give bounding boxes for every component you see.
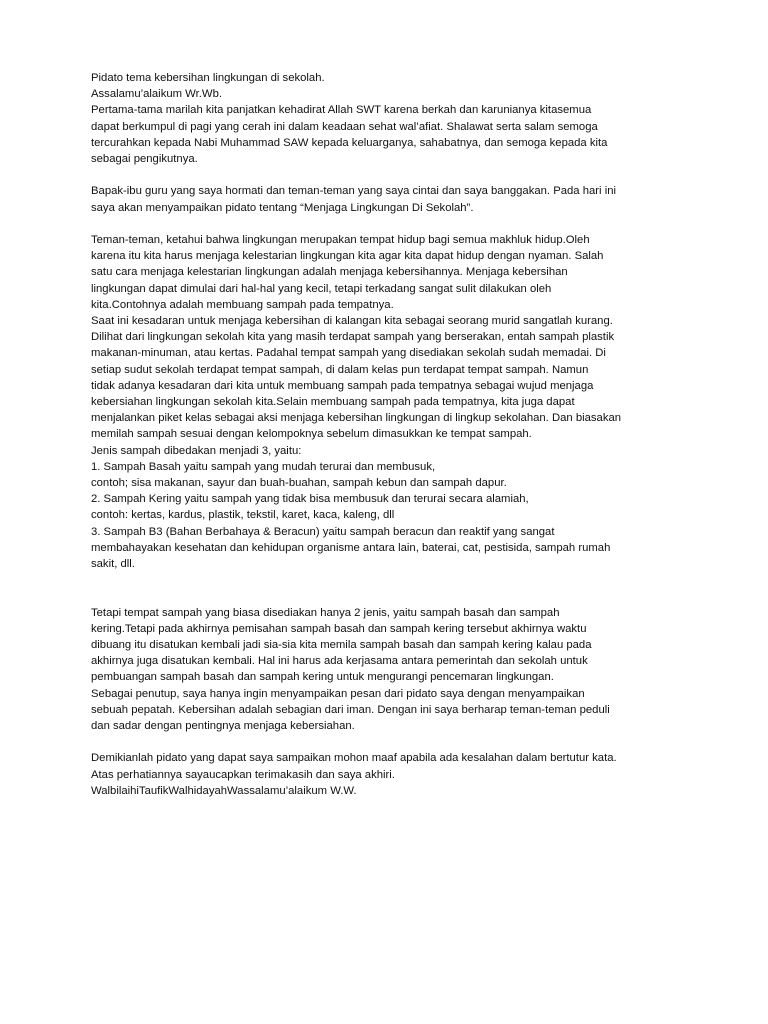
paragraph-line: dan sadar dengan pentingnya menjaga kebersiahan. (91, 720, 355, 733)
document-title: Pidato tema kebersihan lingkungan di sekolah. (91, 72, 325, 84)
paragraph-line: kebersiahan lingkungan sekolah kita.Selain membuang sampah pada tempatnya, kita juga dapat (91, 396, 575, 409)
list-item-line: 1. Sampah Basah yaitu sampah yang mudah terurai dan membusuk, (91, 460, 436, 473)
paragraph-address (91, 183, 691, 215)
list-item-line: contoh; sisa makanan, sayur dan buah-buahan, sampah kebun dan sampah dapur. (91, 477, 507, 490)
paragraph-line: saya akan menyampaikan pidato tentang “Menjaga Lingkungan Di Sekolah”. (91, 201, 474, 214)
greeting-line: Assalamu’alaikum Wr.Wb. (91, 88, 222, 101)
paragraph-line: akhirnya juga disatukan kembali. Hal ini harus ada kerjasama antara pemerintah dan sekolah untuk (91, 655, 588, 668)
paragraph-line: Sebagai penutup, saya hanya ingin menyampaikan pesan dari pidato saya dengan menyampaikan (91, 687, 585, 700)
paragraph-line: Demikianlah pidato yang dapat saya sampaikan mohon maaf apabila ada kesalahan dalam bertutur kata. (91, 752, 617, 765)
paragraph-line: Pertama-tama marilah kita panjatkan kehadirat Allah SWT karena berkah dan karunianya kitasemua (91, 104, 592, 117)
paragraph-opening (91, 102, 691, 167)
paragraph-farewell (91, 750, 691, 799)
paragraph-spacer (91, 216, 691, 232)
paragraph-main-body (91, 232, 691, 572)
paragraph-line: Teman-teman, ketahui bahwa lingkungan merupakan tempat hidup bagi semua makhluk hidup.Oleh (91, 234, 590, 246)
paragraph-line: kering.Tetapi pada akhirnya pemisahan sampah basah dan sampah kering tersebut akhirnya waktu (91, 622, 587, 635)
list-item-line: 2. Sampah Kering yaitu sampah yang tidak bisa membusuk dan terurai secara alamiah, (91, 493, 529, 506)
paragraph-line: lingkungan dapat dimulai dari hal-hal yang kecil, tetapi terkadang sangat sulit dilakukan oleh (91, 282, 552, 295)
paragraph-line: setiap sudut sekolah terdapat tempat sampah, di dalam kelas pun terdapat tempat sampah. Namun (91, 363, 589, 376)
list-item-line: membahayakan kesehatan dan kehidupan organisme antara lain, baterai, cat, pestisida, sampah rumah (91, 541, 611, 554)
paragraph-spacer (91, 734, 691, 750)
paragraph-line: memilah sampah sesuai dengan kelompoknya sebelum dimasukkan ke tempat sampah. (91, 428, 532, 441)
paragraph-line: sebuah pepatah. Kebersihan adalah sebagian dari iman. Dengan ini saya berharap teman-teman peduli (91, 703, 610, 716)
list-item-line: contoh: kertas, kardus, plastik, tekstil, karet, kaca, kaleng, dll (91, 509, 395, 522)
list-item-line: sakit, dll. (91, 558, 135, 571)
paragraph-spacer (91, 167, 691, 183)
paragraph-line: menjalankan piket kelas sebagai aksi menjaga kebersihan lingkungan di lingkup sekolahan. Dan biasakan (91, 412, 622, 425)
paragraph-line: Saat ini kesadaran untuk menjaga kebersihan di kalangan kita sebagai seorang murid sangatlah kurang. (91, 315, 613, 328)
paragraph-line: makanan-minuman, atau kertas. Padahal tempat sampah yang disediakan sekolah sudah memadai. Di (91, 347, 606, 360)
paragraph-line: dibuang itu disatukan kembali jadi sia-sia kita memila sampah basah dan sampah kering kalau pada (91, 639, 592, 652)
paragraph-closing-body (91, 605, 691, 735)
paragraph-line: pembuangan sampah basah dan sampah kering untuk mengurangi pencemaran lingkungan. (91, 671, 554, 684)
paragraph-line: tidak adanya kesadaran dari kita untuk membuang sampah pada tempatnya sebagai wujud menjaga (91, 379, 594, 392)
paragraph-spacer (91, 572, 691, 604)
paragraph-line: Jenis sampah dibedakan menjadi 3, yaitu: (91, 444, 302, 457)
paragraph-line: Bapak-ibu guru yang saya hormati dan teman-teman yang saya cintai dan saya banggakan. Pada hari ini (91, 185, 617, 198)
paragraph-line: Atas perhatiannya sayaucapkan terimakasih dan saya akhiri. (91, 768, 395, 781)
paragraph-line: karena itu kita harus menjaga kelestarian lingkungan kita agar kita dapat hidup dengan nyaman. Salah (91, 250, 604, 263)
paragraph-line: satu cara menjaga kelestarian lingkungan adalah menjaga kebersihannya. Menjaga kebersihan (91, 266, 568, 279)
paragraph-line: kita.Contohnya adalah membuang sampah pada tempatnya. (91, 298, 394, 311)
paragraph-line: tercurahkan kepada Nabi Muhammad SAW kepada keluarganya, sahabatnya, dan semoga kepada kita (91, 136, 608, 149)
list-item-line: 3. Sampah B3 (Bahan Berbahaya & Beracun) yaitu sampah beracun dan reaktif yang sangat (91, 525, 555, 538)
paragraph-line: WalbilaihiTaufikWalhidayahWassalamu’alaikum W.W. (91, 784, 357, 797)
document-body (91, 70, 691, 799)
paragraph-line: Dilihat dari lingkungan sekolah kita yang masih terdapat sampah yang berserakan, entah sampah plastik (91, 331, 615, 344)
paragraph-line: Tetapi tempat sampah yang biasa disediakan hanya 2 jenis, yaitu sampah basah dan sampah (91, 606, 560, 619)
paragraph-line: dapat berkumpul di pagi yang cerah ini dalam keadaan sehat wal’afiat. Shalawat serta salam semoga (91, 120, 598, 133)
paragraph-line: sebagai pengikutnya. (91, 153, 198, 166)
